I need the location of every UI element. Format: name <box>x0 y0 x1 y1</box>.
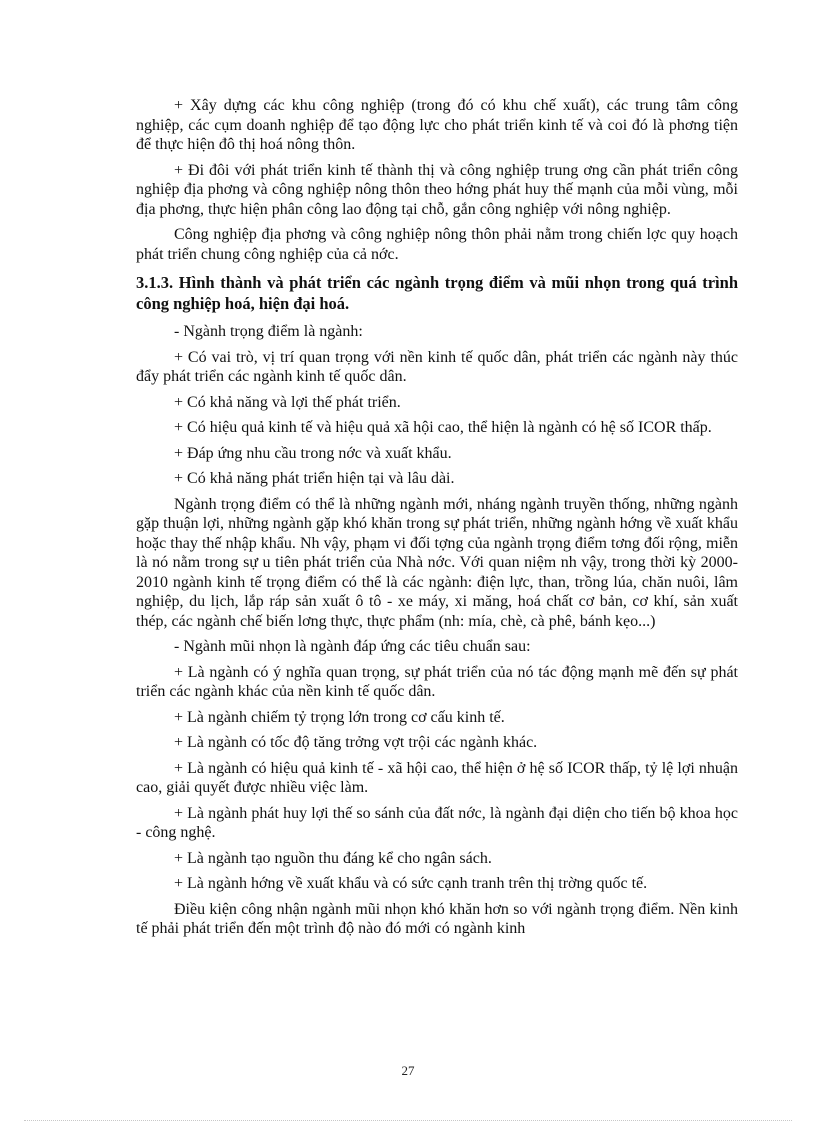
paragraph: + Là ngành có hiệu quả kinh tế - xã hội cao, thể hiện ở hệ số ICOR thấp, tỷ lệ lợi nhuận cao, giải quyết được nhiều việc làm. <box>136 759 738 796</box>
paragraph: + Là ngành tạo nguồn thu đáng kể cho ngân sách. <box>174 849 492 867</box>
paragraph: + Xây dựng các khu công nghiệp (trong đó có khu chế xuất), các trung tâm công nghiệp, các cụm doanh nghiệp để tạo động lực cho phát triển kinh tế và coi đó là phơng tiện để thực hiện đô thị hoá nông thôn. <box>136 97 738 153</box>
paragraph: + Là ngành chiếm tỷ trọng lớn trong cơ cấu kinh tế. <box>174 708 505 726</box>
paragraph: - Ngành trọng điểm là ngành: <box>174 323 363 340</box>
paragraph: Điều kiện công nhận ngành mũi nhọn khó khăn hơn so với ngành trọng điểm. Nền kinh tế phải phát triển đến một trình độ nào đó mới có ngành kinh <box>136 900 738 937</box>
paragraph: Ngành trọng điểm có thể là những ngành mới, nháng ngành truyền thống, những ngành gặp thuận lợi, những ngành gặp khó khăn trong sự phát triển, những ngành hớng về xuất khẩu hoặc thay thế nhập khẩu. Nh vậy, phạm vi đối tợng của ngành trọng điểm tơng đối rộng, miễn là nó nằm trong sự u tiên phát triển của Nhà nớc. Với quan niệm nh vậy, trong thời kỳ 2000-2010 ngành kinh tế trọng điểm có thể là các ngành: điện lực, than, trồng lúa, chăn nuôi, lâm nghiệp, du lịch, lắp ráp sản xuất ô tô - xe máy, xi măng, hoá chất cơ bản, cơ khí, sản xuất thép, các ngành chế biến lơng thực, thực phẩm (nh: mía, chè, cà phê, bánh kẹo...) <box>136 495 738 630</box>
paragraph: + Đáp ứng nhu cầu trong nớc và xuất khẩu. <box>174 444 452 462</box>
section-heading: 3.1.3. Hình thành và phát triển các ngành trọng điểm và mũi nhọn trong quá trình công nghiệp hoá, hiện đại hoá. <box>136 273 738 313</box>
paragraph: + Là ngành hớng về xuất khẩu và có sức cạnh tranh trên thị trờng quốc tế. <box>174 875 648 892</box>
paragraph: + Có hiệu quả kinh tế và hiệu quả xã hội cao, thể hiện là ngành có hệ số ICOR thấp. <box>174 419 712 436</box>
paragraph: + Là ngành có tốc độ tăng trởng vợt trội các ngành khác. <box>174 734 538 751</box>
paragraph: - Ngành mũi nhọn là ngành đáp ứng các tiêu chuẩn sau: <box>174 638 531 655</box>
paragraph: + Là ngành có ý nghĩa quan trọng, sự phát triển của nó tác động mạnh mẽ đến sự phát triển các ngành khác của nền kinh tế quốc dân. <box>136 663 738 700</box>
paragraph: + Là ngành phát huy lợi thế so sánh của đất nớc, là ngành đại diện cho tiến bộ khoa học - công nghệ. <box>136 804 738 841</box>
paragraph: Công nghiệp địa phơng và công nghiệp nông thôn phải nằm trong chiến lợc quy hoạch phát triển chung công nghiệp của cả nớc. <box>136 226 738 263</box>
page-number: 27 <box>401 1063 415 1078</box>
document-page <box>136 96 738 945</box>
paragraph: + Có khả năng phát triển hiện tại và lâu dài. <box>174 470 455 487</box>
page-bottom-divider <box>24 1120 792 1121</box>
paragraph: + Có khả năng và lợi thế phát triển. <box>174 393 401 411</box>
paragraph: + Có vai trò, vị trí quan trọng với nền kinh tế quốc dân, phát triển các ngành này thúc đẩy phát triển các ngành kinh tế quốc dân. <box>136 348 738 385</box>
paragraph: + Đi đôi với phát triển kinh tế thành thị và công nghiệp trung ơng cần phát triển công nghiệp địa phơng và công nghiệp nông thôn theo hớng phát huy thế mạnh của mỗi vùng, mỗi địa phơng, thực hiện phân công lao động tại chỗ, gắn công nghiệp với nông nghiệp. <box>136 161 738 218</box>
